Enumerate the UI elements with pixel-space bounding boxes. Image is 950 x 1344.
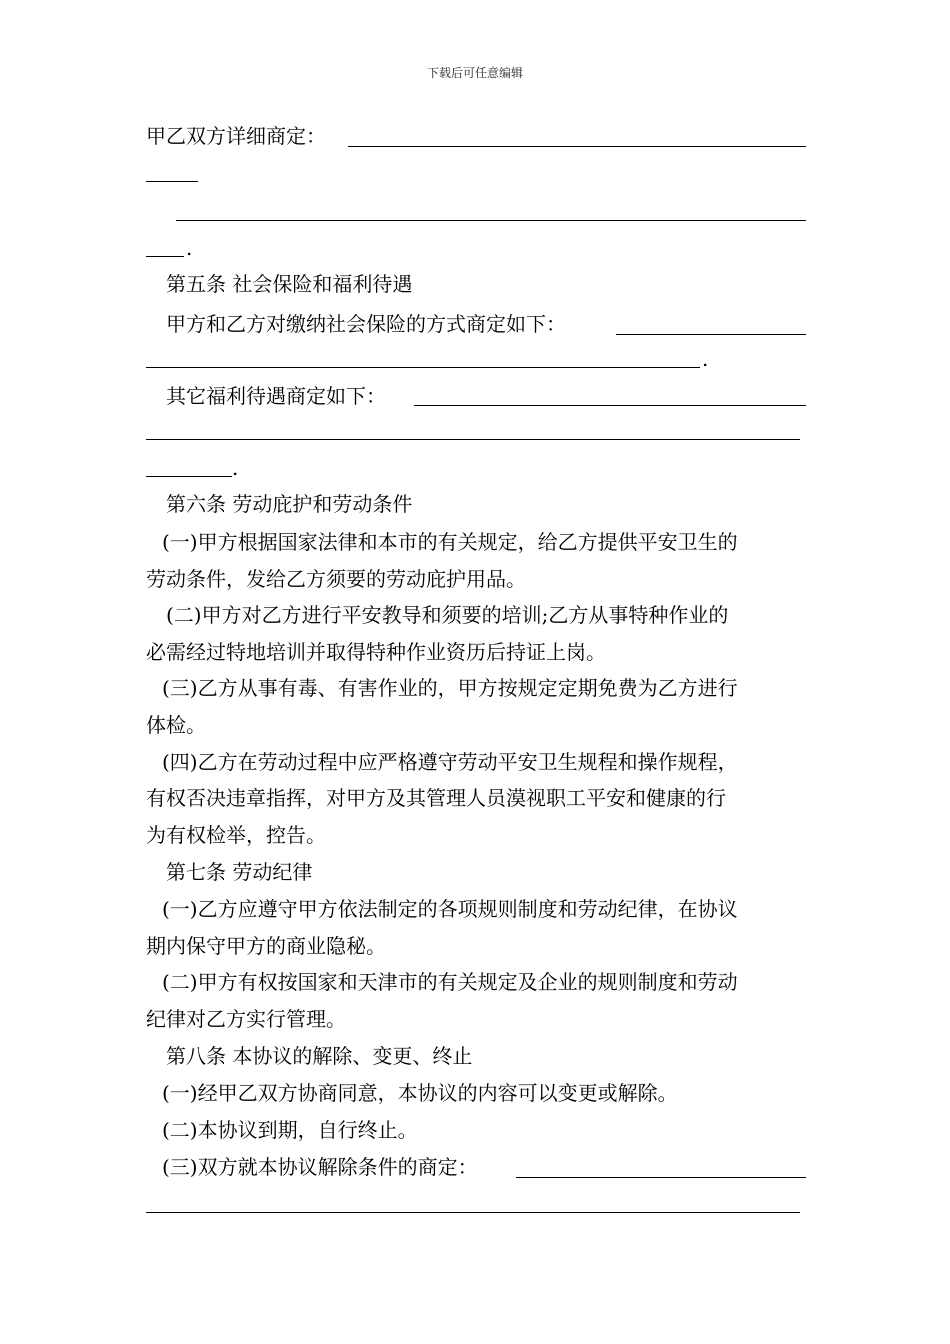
article-heading: 第八条 本协议的解除、变更、终止	[166, 1044, 473, 1068]
article-heading: 第六条 劳动庇护和劳动条件	[166, 492, 413, 516]
text-line: 甲方和乙方对缴纳社会保险的方式商定如下：	[166, 312, 566, 336]
fill-blank	[146, 256, 184, 257]
text-line: 其它福利待遇商定如下：	[166, 384, 386, 408]
text-line: (二)甲方有权按国家和天津市的有关规定及企业的规则制度和劳动	[162, 970, 738, 994]
text-line: 劳动条件，发给乙方须要的劳动庇护用品。	[146, 567, 526, 591]
text-line: (二)甲方对乙方进行平安教导和须要的培训;乙方从事特种作业的	[166, 603, 729, 627]
text-line: 纪律对乙方实行管理。	[146, 1007, 346, 1031]
fill-blank	[176, 220, 806, 221]
text-line: 有权否决违章指挥，对甲方及其管理人员漠视职工平安和健康的行	[146, 786, 726, 810]
fill-blank	[146, 476, 232, 477]
article-heading: 第五条 社会保险和福利待遇	[166, 272, 413, 296]
text-line: 甲乙双方详细商定：	[146, 124, 326, 148]
text-line: (一)乙方应遵守甲方依法制定的各项规则制度和劳动纪律，在协议	[162, 897, 738, 921]
fill-blank	[414, 405, 806, 406]
text-line: (一)经甲乙双方协商同意，本协议的内容可以变更或解除。	[162, 1081, 678, 1105]
text-line: (一)甲方根据国家法律和本市的有关规定，给乙方提供平安卫生的	[162, 530, 738, 554]
fill-blank	[516, 1177, 806, 1178]
text-line: (二)本协议到期，自行终止。	[162, 1118, 418, 1142]
text-line: (三)双方就本协议解除条件的商定：	[162, 1155, 478, 1179]
period-mark: .	[186, 236, 193, 260]
page-header-note: 下载后可任意编辑	[426, 66, 523, 80]
fill-blank	[146, 181, 198, 182]
text-line: 期内保守甲方的商业隐秘。	[146, 934, 386, 958]
text-line: (四)乙方在劳动过程中应严格遵守劳动平安卫生规程和操作规程，	[162, 750, 738, 774]
period-mark: .	[702, 347, 709, 371]
fill-blank	[146, 367, 700, 368]
period-mark: .	[232, 456, 239, 480]
text-line: 体检。	[146, 713, 206, 737]
fill-blank	[348, 146, 806, 147]
fill-blank	[146, 439, 800, 440]
text-line: 必需经过特地培训并取得特种作业资历后持证上岗。	[146, 640, 606, 664]
text-line: (三)乙方从事有毒、有害作业的，甲方按规定定期免费为乙方进行	[162, 676, 738, 700]
article-heading: 第七条 劳动纪律	[166, 860, 313, 884]
text-line: 为有权检举，控告。	[146, 823, 326, 847]
fill-blank	[146, 1212, 800, 1213]
fill-blank	[616, 334, 806, 335]
